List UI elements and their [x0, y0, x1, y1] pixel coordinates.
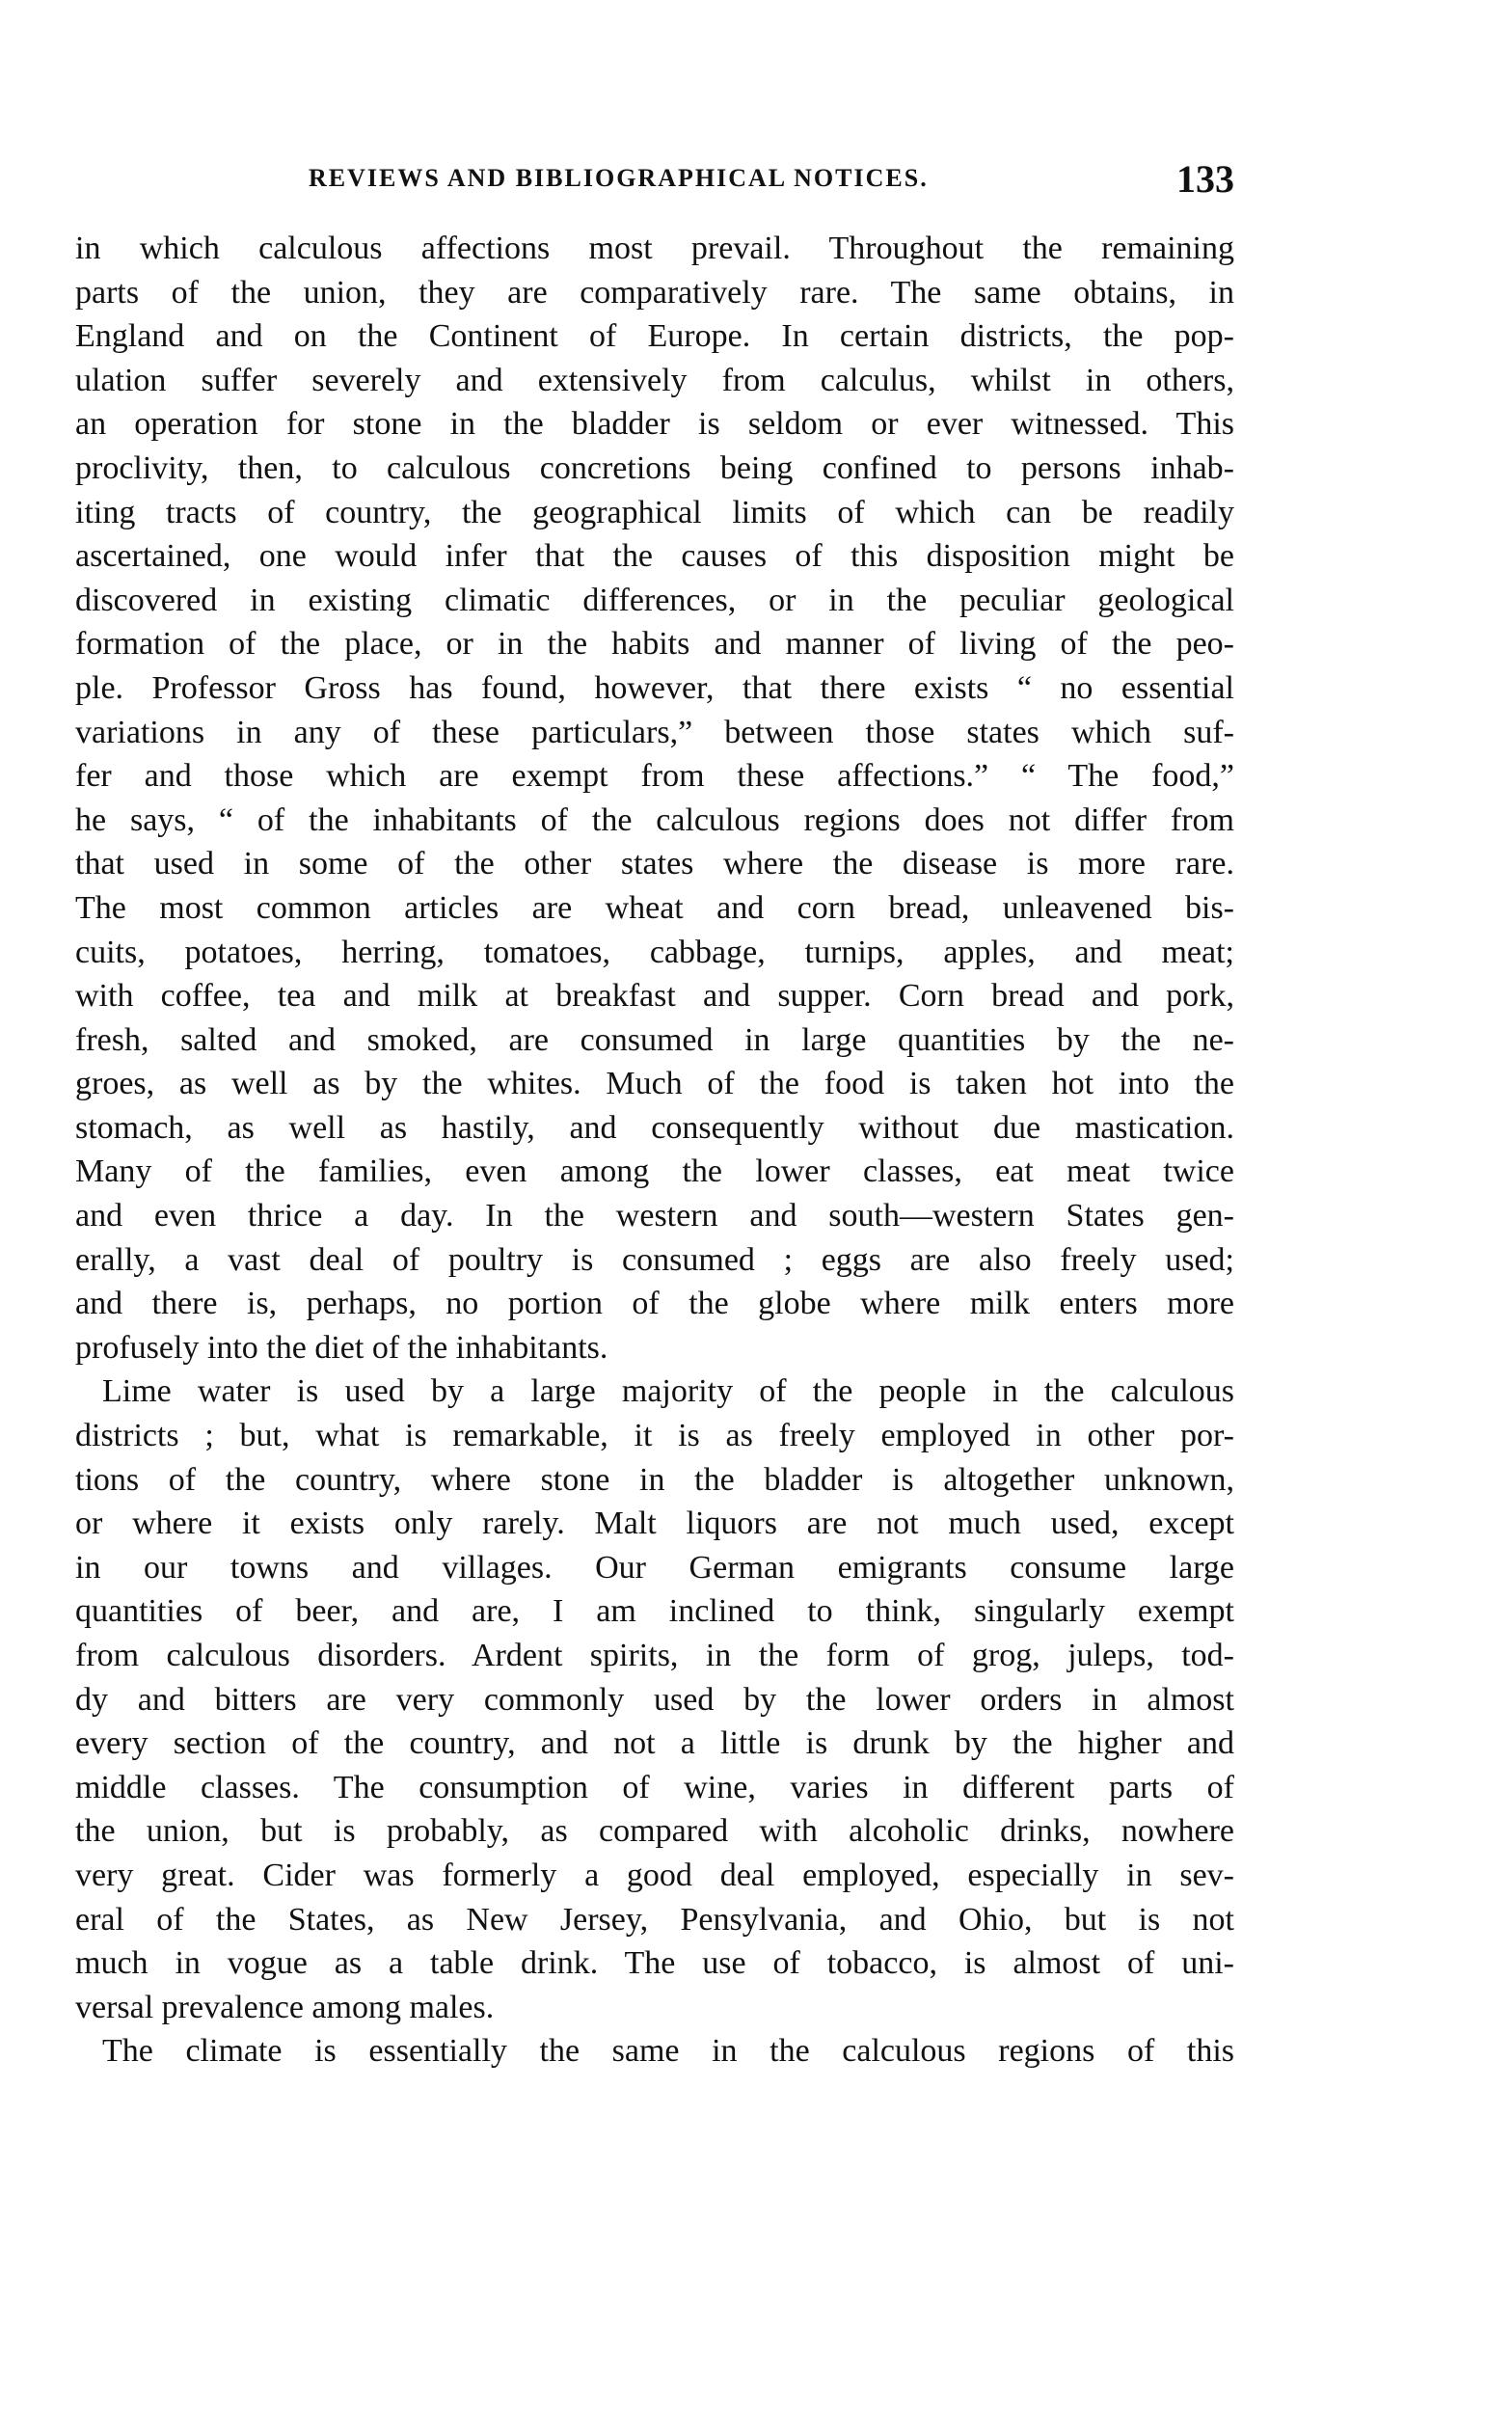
running-title: REVIEWS AND BIBLIOGRAPHICAL NOTICES.	[309, 164, 929, 192]
text-line: in which calculous affections most prevail. Throughout the remaining	[75, 231, 1234, 266]
text-line: districts ; but, what is remarkable, it is as freely employed in other por-	[75, 1418, 1234, 1454]
body-text	[75, 227, 1234, 2074]
text-line: in our towns and villages. Our German emigrants consume large	[75, 1549, 1234, 1586]
paragraph-drinks	[75, 1370, 1234, 2029]
text-line: with coffee, tea and milk at breakfast and supper. Corn bread and pork,	[75, 978, 1234, 1015]
text-line: quantities of beer, and are, I am inclined to think, singularly exempt	[75, 1593, 1234, 1630]
text-line: erally, a vast deal of poultry is consumed ; eggs are also freely used;	[75, 1241, 1234, 1278]
text-line: variations in any of these particulars,” between those states which suf-	[75, 714, 1234, 750]
text-line: every section of the country, and not a little is drunk by the higher and	[75, 1725, 1234, 1762]
text-line: The most common articles are wheat and corn bread, unleavened bis-	[75, 889, 1234, 926]
text-line: versal prevalence among males.	[75, 1989, 495, 2025]
text-line: that used in some of the other states where the disease is more rare.	[75, 846, 1234, 882]
text-line: dy and bitters are very commonly used by the lower orders in almost	[75, 1681, 1234, 1718]
text-line: Lime water is used by a large majority of the people in the calculous	[102, 1373, 1234, 1410]
text-line: middle classes. The consumption of wine, varies in different parts of	[75, 1769, 1234, 1805]
text-line: an operation for stone in the bladder is seldom or ever witnessed. This	[75, 406, 1234, 443]
text-line: or where it exists only rarely. Malt liquors are not much used, except	[75, 1505, 1234, 1542]
text-line: ascertained, one would infer that the causes of this disposition might be	[75, 538, 1234, 575]
page-number: 133	[1176, 157, 1234, 201]
text-line: fer and those which are exempt from these affections.” “ The food,”	[75, 758, 1234, 795]
text-line: very great. Cider was formerly a good deal employed, especially in sev-	[75, 1857, 1234, 1893]
text-line: parts of the union, they are comparatively rare. The same obtains, in	[75, 274, 1234, 311]
paragraph-diet	[75, 227, 1234, 1370]
text-line: the union, but is probably, as compared with alcoholic drinks, nowhere	[75, 1813, 1234, 1850]
text-line: ulation suffer severely and extensively from calculus, whilst in others,	[75, 362, 1234, 398]
text-line: profusely into the diet of the inhabitants.	[75, 1329, 608, 1366]
text-line: stomach, as well as hastily, and consequently without due mastication.	[75, 1109, 1234, 1146]
running-head	[77, 156, 1234, 204]
text-line: much in vogue as a table drink. The use of tobacco, is almost of uni-	[75, 1945, 1234, 1982]
text-line: Many of the families, even among the lower classes, eat meat twice	[75, 1153, 1234, 1190]
text-line: eral of the States, as New Jersey, Pensylvania, and Ohio, but is not	[75, 1901, 1234, 1938]
paragraph-climate	[75, 2029, 1234, 2074]
text-line: ple. Professor Gross has found, however, that there exists “ no essential	[75, 669, 1234, 706]
text-line: discovered in existing climatic differences, or in the peculiar geological	[75, 582, 1234, 618]
text-line: cuits, potatoes, herring, tomatoes, cabbage, turnips, apples, and meat;	[75, 934, 1234, 970]
text-line: he says, “ of the inhabitants of the calculous regions does not differ from	[75, 801, 1234, 838]
text-line: formation of the place, or in the habits and manner of living of the peo-	[75, 626, 1234, 663]
text-line: proclivity, then, to calculous concretions being confined to persons inhab-	[75, 449, 1234, 486]
text-line: The climate is essentially the same in the calculous regions of this	[102, 2033, 1234, 2070]
text-line: groes, as well as by the whites. Much of the food is taken hot into the	[75, 1066, 1234, 1102]
text-line: iting tracts of country, the geographical limits of which can be readily	[75, 494, 1234, 530]
text-line: from calculous disorders. Ardent spirits, in the form of grog, juleps, tod-	[75, 1638, 1234, 1673]
text-line: tions of the country, where stone in the bladder is altogether unknown,	[75, 1461, 1234, 1498]
text-line: and even thrice a day. In the western and south—western States gen-	[75, 1198, 1234, 1234]
text-line: and there is, perhaps, no portion of the globe where milk enters more	[75, 1286, 1234, 1322]
text-line: England and on the Continent of Europe. In certain districts, the pop-	[75, 318, 1234, 355]
text-line: fresh, salted and smoked, are consumed in large quantities by the ne-	[75, 1021, 1234, 1058]
